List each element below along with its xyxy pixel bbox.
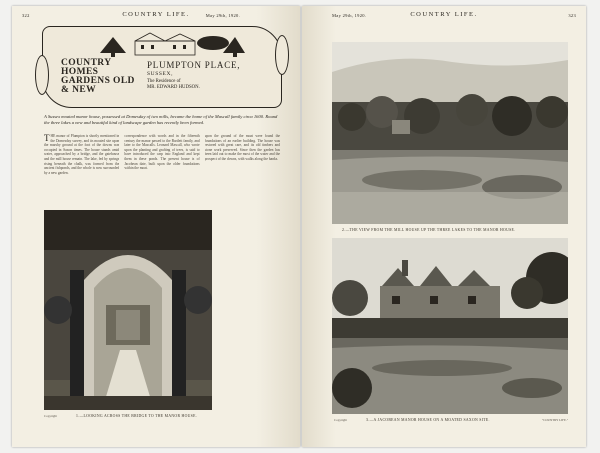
- page-number: 322: [22, 13, 30, 18]
- photo-credit: Copyright: [44, 414, 57, 418]
- photo-jacobean-manor: [332, 238, 568, 414]
- photo-caption-1: 1.—LOOKING ACROSS THE BRIDGE TO THE MANOR HOUSE.: [76, 414, 197, 418]
- photo-credit: Copyright: [334, 418, 347, 422]
- right-running-head: [312, 12, 576, 22]
- magazine-title: COUNTRY LIFE.: [122, 11, 190, 18]
- body-column-1: THE manor of Plumpton is shortly mentioned in the Domesday survey, and its moated site upon the marshy ground at the foot of the downs was occupied in Saxon times. The house stands amid water, approached by a bridge, and the gatehouse and the mill house remain. The lake, fed by springs rising beneath the chalk, was formed from the ancient fishponds, and the whole is now surrounded by a new garden.: [44, 134, 120, 175]
- magazine-spread: [6, 6, 594, 447]
- left-page: [12, 6, 300, 447]
- scroll-ornament-right: [275, 35, 289, 75]
- lead-paragraph: A Sussex moated manor house, possessed at Domesday of two mills, became the home of the Mascall family circa 1600. Round the three lakes a new and beautiful kind of landscape garden has recently been formed.: [44, 114, 278, 125]
- drop-cap: T: [44, 134, 50, 143]
- series-title: COUNTRY HOMES GARDENS OLD & NEW: [61, 58, 135, 95]
- right-page: [302, 6, 586, 447]
- issue-date: May 29th, 1920.: [332, 13, 367, 18]
- scroll-ornament-left: [35, 55, 49, 95]
- place-title: PLUMPTON PLACE,: [147, 60, 241, 70]
- issue-date: May 29th, 1920.: [205, 13, 240, 18]
- body-columns: [44, 134, 280, 206]
- photo-caption-3: 3.—A JACOBEAN MANOR HOUSE ON A MOATED SAXON SITE.: [366, 418, 490, 422]
- residence-line: The Residence of MR. EDWARD HUDSON.: [147, 79, 200, 90]
- house-illustration: [95, 31, 245, 57]
- photo-bridge-arch: [44, 210, 212, 410]
- body-column-2: correspondence with words and in the fifteenth century the manor passed to the Bartlett family, and later to the Mascalls. Leonard Mascall, who wrote upon the planting and grafting of trees, is said to have introduced the carp into England and kept them in these ponds. The present house is of Jacobean date, built upon the older foundations within the moat.: [124, 134, 200, 171]
- left-running-head: [22, 12, 290, 22]
- magazine-title: COUNTRY LIFE.: [410, 11, 478, 18]
- page-number: 323: [568, 13, 576, 18]
- photo-caption-2: 2.—THE VIEW FROM THE MILL HOUSE UP THE THREE LAKES TO THE MANOR HOUSE.: [342, 228, 516, 232]
- county-name: SUSSEX,: [147, 71, 174, 77]
- photo-three-lakes: [332, 42, 568, 224]
- header-cartouche: [42, 26, 282, 108]
- body-column-3: upon the ground of the moat were found the foundations of an earlier building. The house was restored with great care, and its old timbers and stone work preserved. Since then the garden has been laid out to make the most of the water and the prospect of the downs, with walks along the banks.: [204, 134, 280, 161]
- photo-credit-country-life: "COUNTRY LIFE.": [541, 418, 568, 422]
